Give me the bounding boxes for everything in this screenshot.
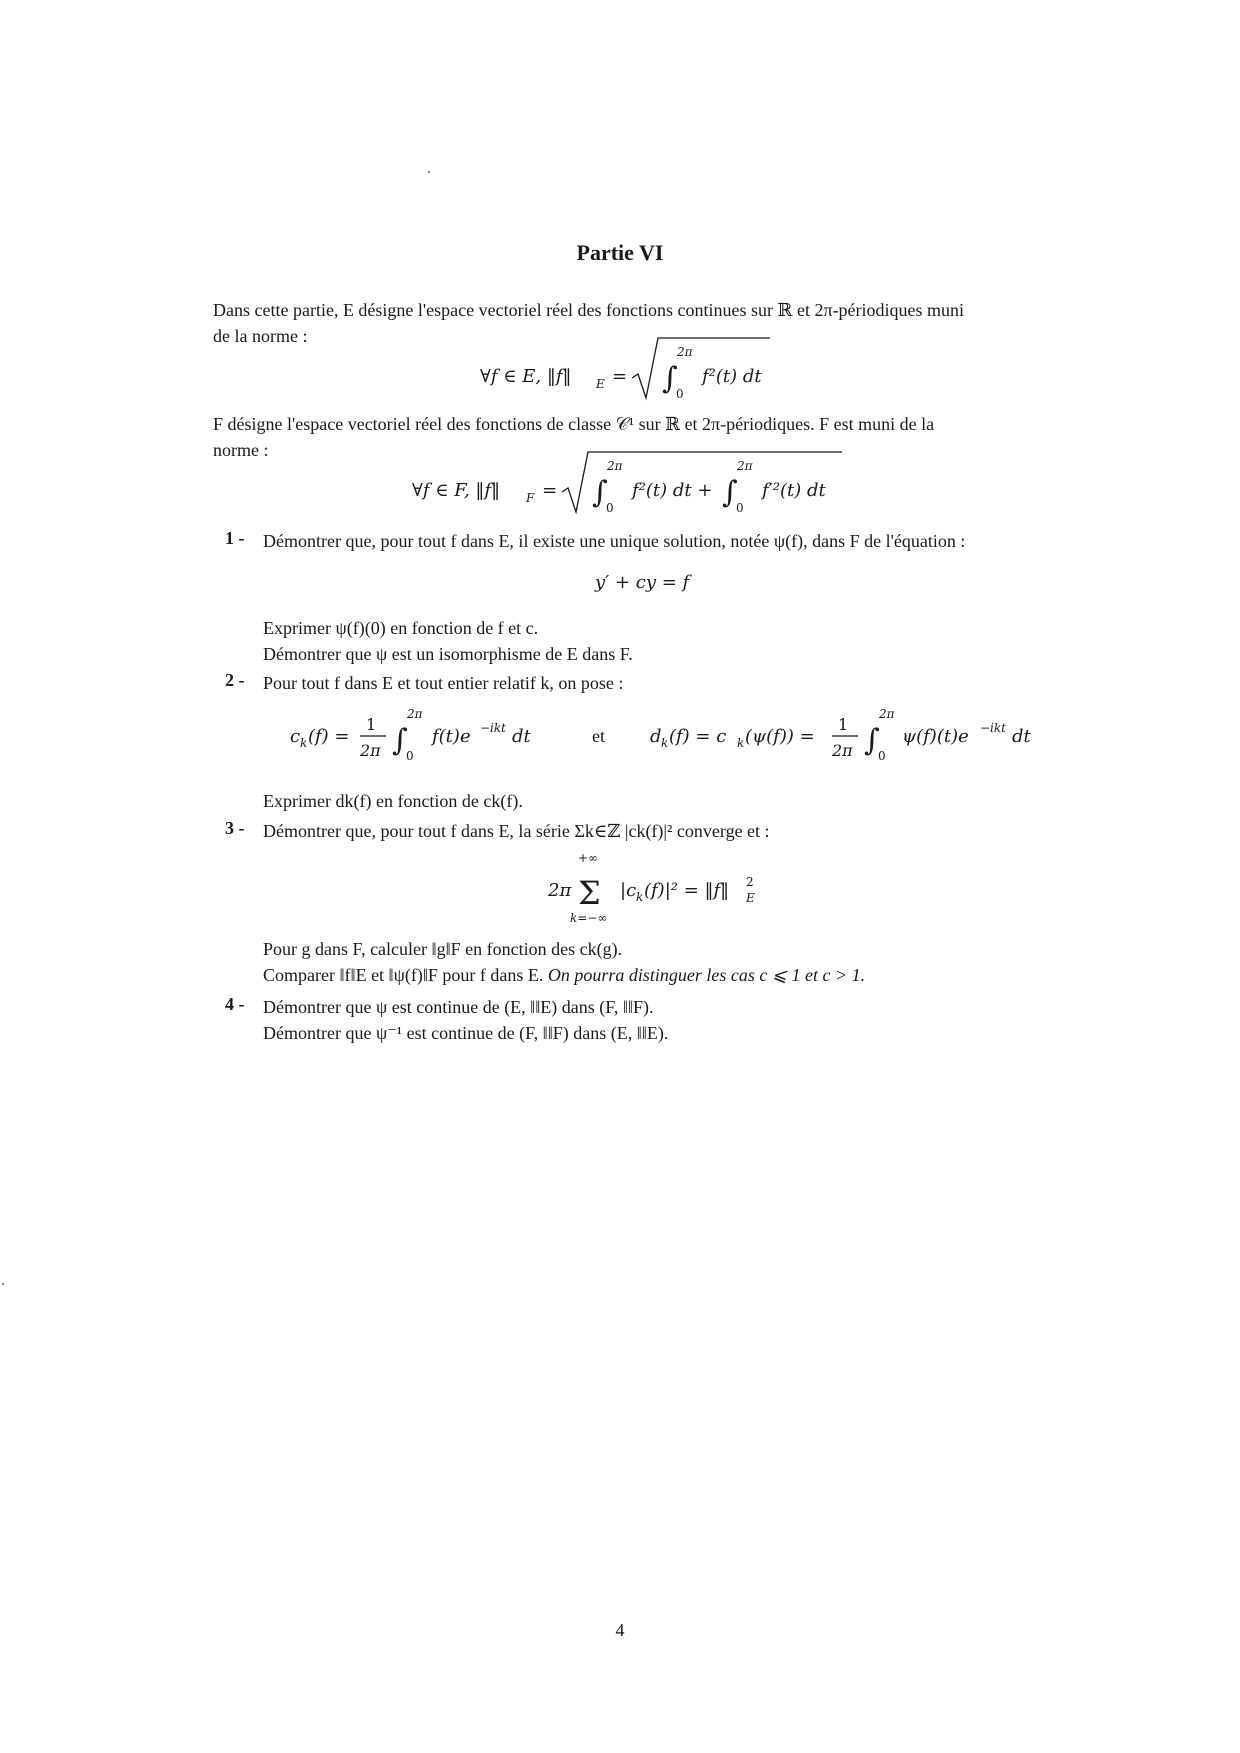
question-3-line-2: Pour g dans F, calculer ‖g‖F en fonction des ck(g).	[263, 939, 623, 959]
question-3-line-1: Démontrer que, pour tout f dans E, la série Σk∈ℤ |ck(f)|² converge et :	[263, 821, 770, 841]
svg-text:f′²(t) dt: f′²(t) dt	[762, 480, 826, 501]
svg-text:(f) = c: (f) = c	[669, 726, 727, 747]
svg-text:(ψ(f)) =: (ψ(f)) =	[745, 726, 815, 747]
svg-text:0: 0	[406, 749, 414, 763]
svg-text:+∞: +∞	[578, 851, 599, 865]
svg-text:f²(t) dt +: f²(t) dt +	[632, 480, 713, 501]
question-1-equation: y′ + cy = f	[595, 572, 690, 593]
defF-line-2: norme :	[213, 440, 269, 460]
question-1-number: 1 -	[225, 528, 245, 548]
svg-text:2π: 2π	[832, 741, 853, 760]
question-2-equations	[290, 702, 1040, 782]
svg-text:2π: 2π	[607, 459, 623, 473]
svg-text:−ikt: −ikt	[980, 721, 1006, 735]
svg-text:0: 0	[736, 501, 744, 515]
svg-text:k: k	[661, 736, 669, 750]
svg-text:∫: ∫	[722, 475, 738, 510]
svg-text:dt: dt	[1012, 726, 1031, 747]
defF-line-1: F désigne l'espace vectoriel réel des fonctions de classe 𝒞¹ sur ℝ et 2π-périodiques. F est muni de la	[213, 414, 935, 434]
question-3-line-3-text: Comparer ‖f‖E et ‖ψ(f)‖F pour f dans E.	[263, 965, 544, 985]
question-2-line-1: Pour tout f dans E et tout entier relatif k, on pose :	[263, 673, 624, 693]
norm-F-equation	[412, 448, 852, 520]
question-3-line-3	[263, 962, 1113, 988]
svg-text:2π: 2π	[677, 345, 693, 359]
norm-E-equation	[480, 334, 800, 406]
intro-line-2: de la norme :	[213, 326, 308, 346]
svg-text:k: k	[636, 890, 644, 904]
svg-text:2π: 2π	[360, 741, 381, 760]
svg-text:c: c	[290, 726, 301, 747]
svg-text:f(t)e: f(t)e	[432, 726, 471, 747]
question-3-parseval-equation	[548, 850, 788, 930]
svg-text:ψ(f)(t)e: ψ(f)(t)e	[902, 726, 969, 747]
scan-speck	[428, 171, 430, 173]
question-2-number: 2 -	[225, 670, 245, 690]
question-1-line-2: Exprimer ψ(f)(0) en fonction de f et c.	[263, 618, 539, 638]
question-1-line-3: Démontrer que ψ est un isomorphisme de E dans F.	[263, 644, 633, 664]
svg-text:f²(t) dt: f²(t) dt	[702, 366, 762, 387]
svg-text:∫: ∫	[392, 723, 408, 758]
svg-text:d: d	[650, 726, 662, 747]
question-2-line-2: Exprimer dk(f) en fonction de ck(f).	[263, 791, 523, 811]
svg-text:0: 0	[878, 749, 886, 763]
question-4-number: 4 -	[225, 994, 245, 1014]
svg-text:E: E	[746, 891, 755, 905]
svg-text:k: k	[737, 736, 745, 750]
svg-text:∫: ∫	[592, 475, 608, 510]
svg-text:∀f ∈ E, ‖f‖: ∀f ∈ E, ‖f‖	[480, 366, 572, 387]
svg-text:F: F	[526, 491, 535, 505]
svg-text:2: 2	[746, 875, 754, 889]
svg-text:∫: ∫	[662, 361, 678, 396]
svg-text:k=−∞: k=−∞	[570, 911, 608, 925]
svg-text:−ikt: −ikt	[480, 721, 506, 735]
svg-text:dt: dt	[512, 726, 531, 747]
scan-speck	[2, 1283, 4, 1285]
question-3-hint: On pourra distinguer les cas c ⩽ 1 et c > 1.	[547, 965, 866, 985]
svg-text:0: 0	[606, 501, 614, 515]
svg-text:Σ: Σ	[578, 874, 601, 912]
svg-text:=: =	[542, 480, 558, 501]
svg-text:(f)|² = ‖f‖: (f)|² = ‖f‖	[644, 880, 730, 901]
svg-text:(f) =: (f) =	[308, 726, 350, 747]
svg-text:et: et	[592, 726, 605, 746]
svg-text:|c: |c	[620, 880, 637, 901]
svg-text:k: k	[300, 736, 308, 750]
question-4-line-2: Démontrer que ψ⁻¹ est continue de (F, ‖‖F) dans (E, ‖‖E).	[263, 1023, 669, 1043]
svg-text:0: 0	[676, 387, 684, 401]
question-4-line-1: Démontrer que ψ est continue de (E, ‖‖E) dans (F, ‖‖F).	[263, 997, 654, 1017]
svg-text:∫: ∫	[864, 723, 880, 758]
svg-text:=: =	[612, 366, 628, 387]
svg-text:1: 1	[366, 715, 377, 734]
svg-text:2π: 2π	[548, 880, 572, 901]
page-number: 4	[615, 1620, 625, 1640]
svg-text:2π: 2π	[407, 707, 423, 721]
question-3-number: 3 -	[225, 818, 245, 838]
intro-line-1: Dans cette partie, E désigne l'espace vectoriel réel des fonctions continues sur ℝ et 2π-périodiques muni	[213, 300, 965, 320]
svg-text:∀f ∈ F, ‖f‖: ∀f ∈ F, ‖f‖	[412, 480, 501, 501]
svg-text:2π: 2π	[879, 707, 895, 721]
question-1-line-1: Démontrer que, pour tout f dans E, il existe une unique solution, notée ψ(f), dans F de l'équation :	[263, 531, 966, 551]
svg-text:1: 1	[838, 715, 849, 734]
section-heading: Partie VI	[576, 240, 664, 265]
svg-text:2π: 2π	[737, 459, 753, 473]
svg-text:E: E	[596, 377, 605, 391]
